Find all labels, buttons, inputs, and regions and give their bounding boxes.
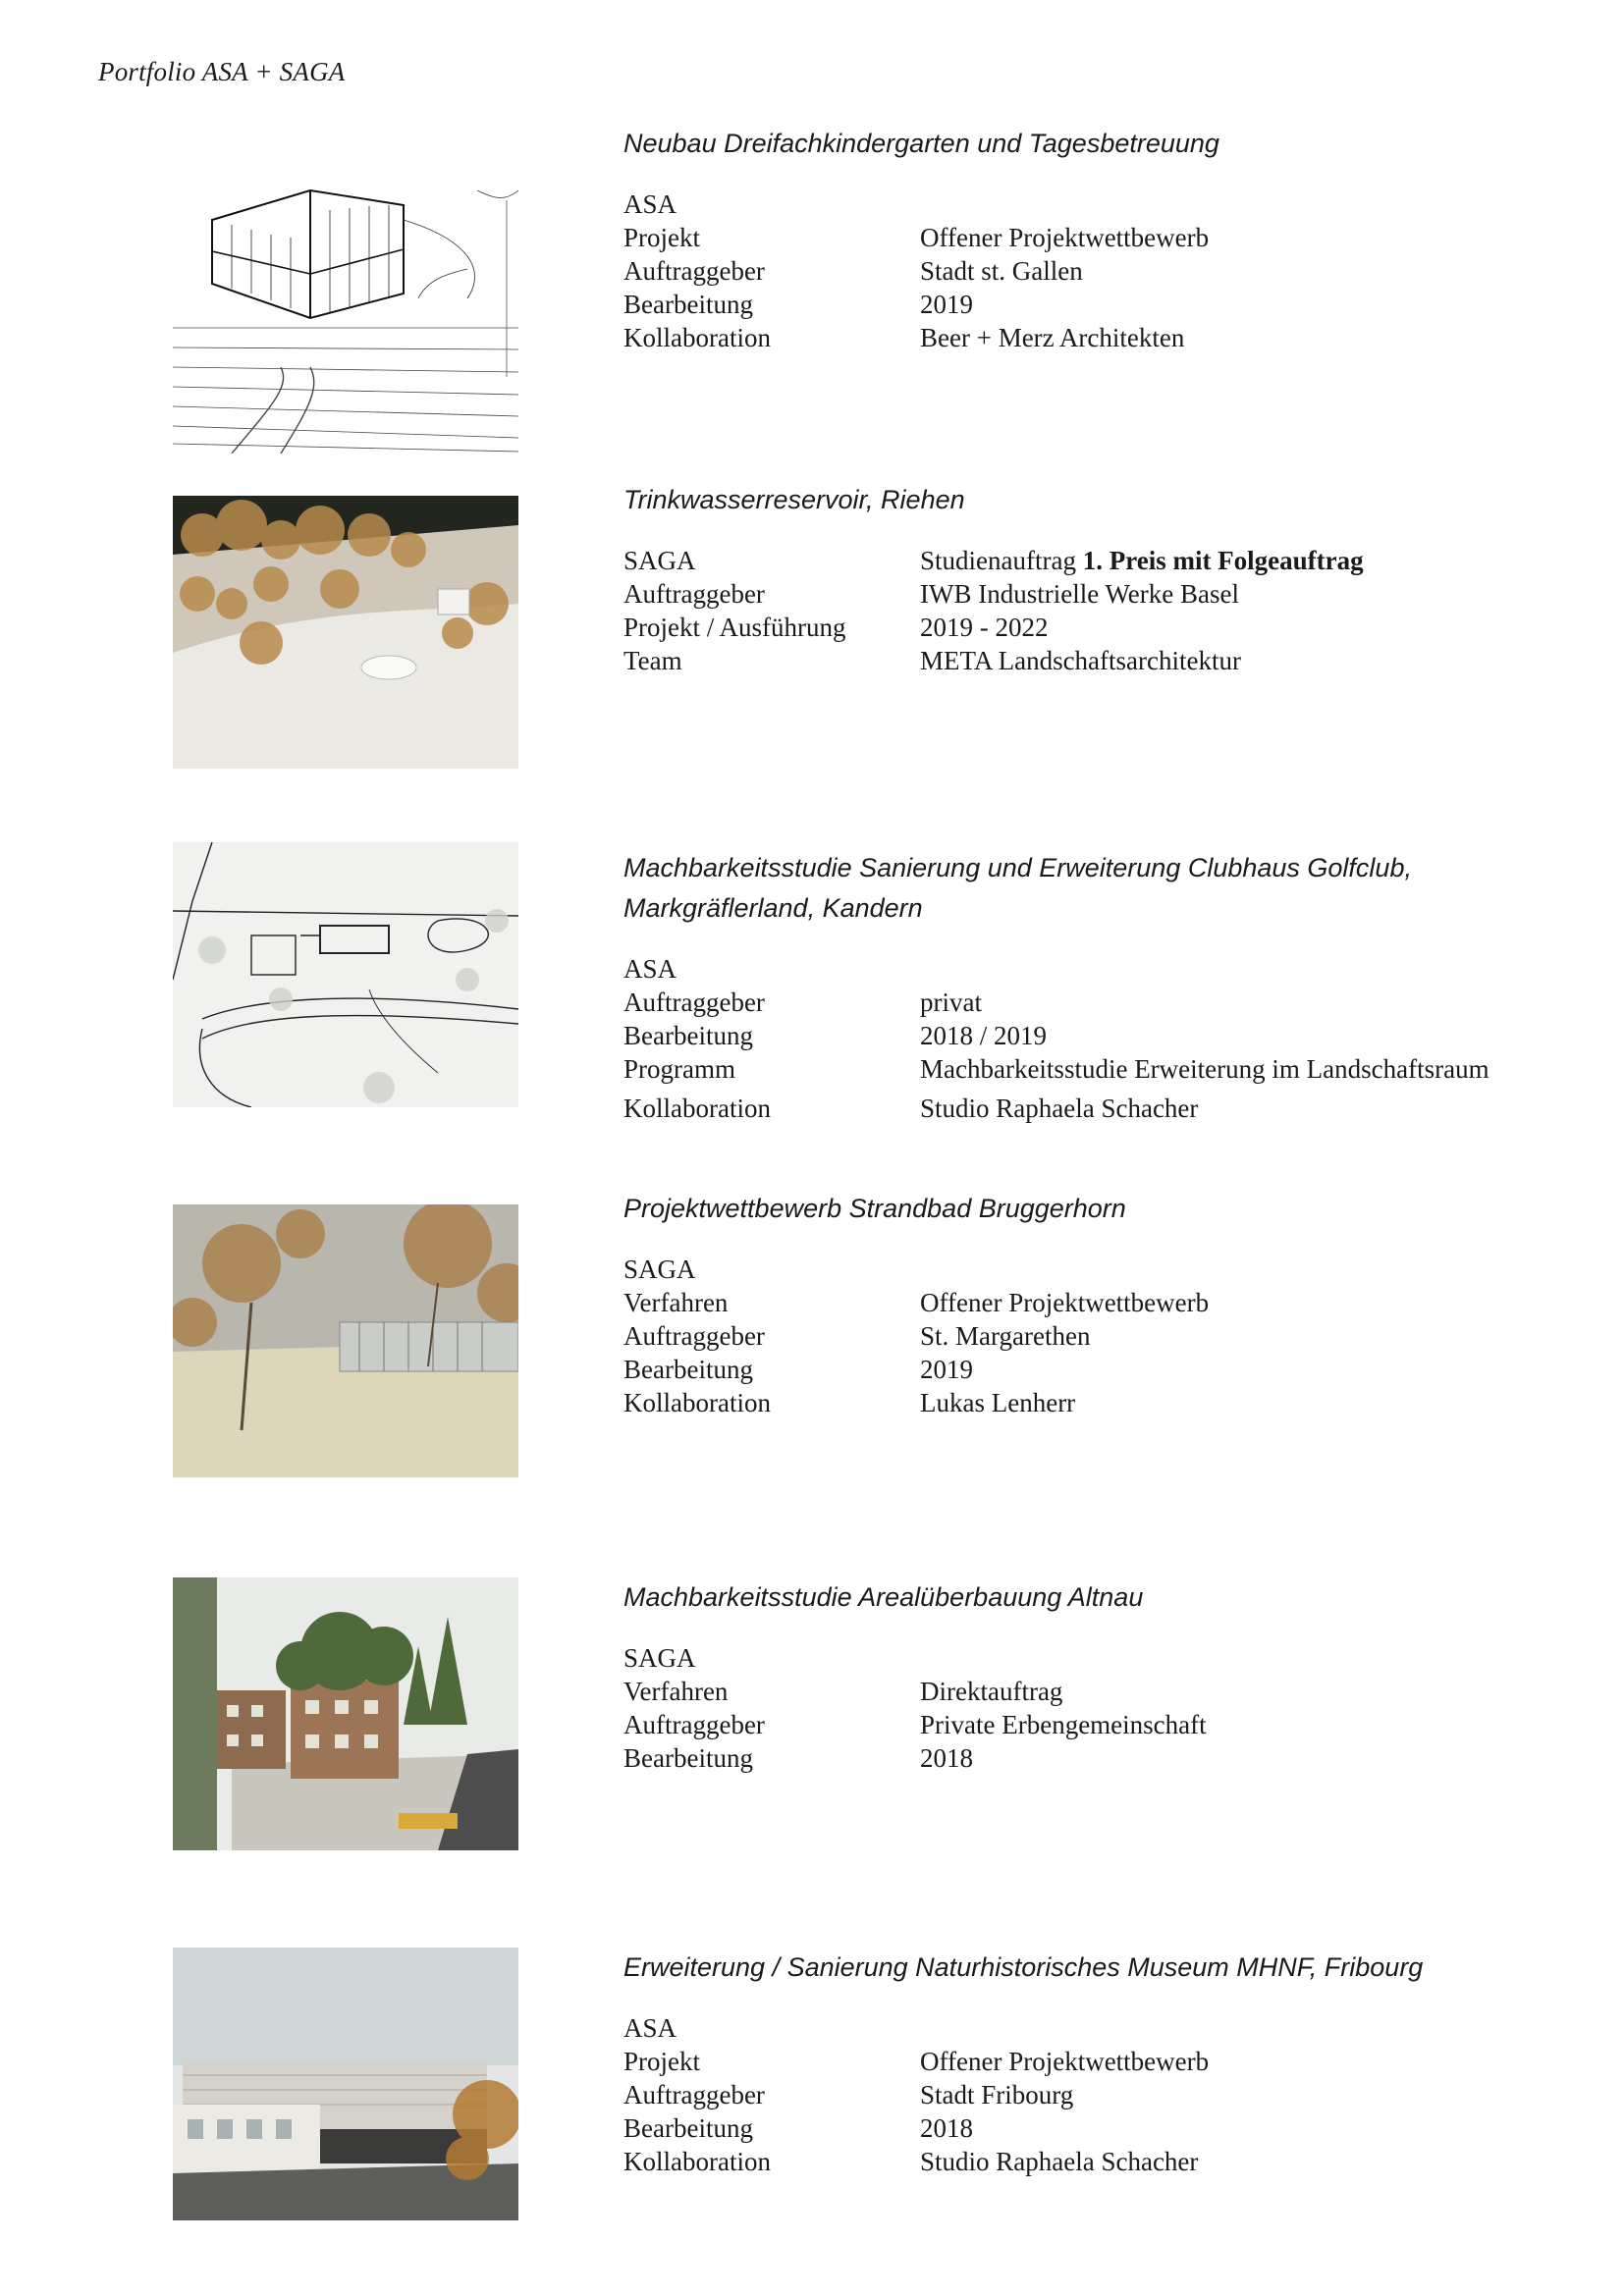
detail-value: Beer + Merz Architekten bbox=[920, 323, 1185, 352]
award-text: 1. Preis mit Folgeauftrag bbox=[1082, 546, 1364, 575]
detail-value: 2019 bbox=[920, 1355, 973, 1384]
detail-value: META Landschaftsarchitektur bbox=[920, 646, 1241, 675]
detail-value: Machbarkeitsstudie Erweiterung im Landschaftsraum bbox=[920, 1054, 1489, 1084]
detail-key: Kollaboration bbox=[623, 323, 771, 352]
detail-key: Projekt bbox=[623, 2047, 700, 2076]
detail-key: Kollaboration bbox=[623, 2147, 771, 2176]
detail-value: 2019 - 2022 bbox=[920, 613, 1049, 642]
detail-row bbox=[623, 1708, 1566, 1741]
detail-key: Auftraggeber bbox=[623, 256, 765, 286]
detail-key: Bearbeitung bbox=[623, 290, 753, 319]
detail-row bbox=[623, 1675, 1566, 1708]
detail-row bbox=[623, 221, 1566, 254]
detail-row bbox=[623, 288, 1566, 321]
detail-row bbox=[623, 1741, 1566, 1775]
detail-value: 2018 bbox=[920, 1743, 973, 1773]
detail-row bbox=[623, 2045, 1566, 2078]
detail-value: privat bbox=[920, 988, 982, 1017]
detail-row bbox=[623, 577, 1566, 611]
project-image bbox=[173, 1577, 518, 1850]
detail-value: Offener Projektwettbewerb bbox=[920, 2047, 1210, 2076]
project-title: Machbarkeitsstudie Arealüberbauung Altnau bbox=[623, 1582, 1144, 1612]
detail-row bbox=[623, 1019, 1566, 1052]
detail-value: Lukas Lenherr bbox=[920, 1388, 1076, 1417]
detail-row bbox=[623, 611, 1566, 644]
detail-value: Studio Raphaela Schacher bbox=[920, 1094, 1199, 1123]
detail-value: Stadt Fribourg bbox=[920, 2080, 1074, 2109]
detail-key: Programm bbox=[623, 1054, 735, 1084]
detail-value: Direktauftrag bbox=[920, 1677, 1063, 1706]
detail-row bbox=[623, 1386, 1566, 1419]
detail-value: St. Margarethen bbox=[920, 1321, 1091, 1351]
project-title: Projektwettbewerb Strandbad Bruggerhorn bbox=[623, 1194, 1126, 1223]
project-image bbox=[173, 1948, 518, 2220]
detail-key: Bearbeitung bbox=[623, 2113, 753, 2143]
detail-row bbox=[623, 1092, 1566, 1125]
detail-key: Verfahren bbox=[623, 1288, 729, 1317]
museum-visualisation bbox=[173, 1948, 518, 2220]
detail-row bbox=[623, 2111, 1566, 2145]
detail-value: 2018 / 2019 bbox=[920, 1021, 1048, 1050]
project-firm: ASA bbox=[623, 954, 677, 984]
project-firm: ASA bbox=[623, 189, 677, 219]
project-info bbox=[623, 480, 1566, 677]
detail-key: Auftraggeber bbox=[623, 579, 765, 609]
detail-row bbox=[623, 644, 1566, 677]
project-image bbox=[173, 1204, 518, 1477]
detail-row bbox=[623, 1353, 1566, 1386]
project-firm: ASA bbox=[623, 2013, 677, 2043]
detail-key: Kollaboration bbox=[623, 1094, 771, 1123]
detail-row bbox=[623, 1319, 1566, 1353]
page-header: Portfolio ASA + SAGA bbox=[98, 57, 346, 86]
detail-value: Studio Raphaela Schacher bbox=[920, 2147, 1199, 2176]
project-title: Erweiterung / Sanierung Naturhistorisches Museum MHNF, Fribourg bbox=[623, 1952, 1424, 1982]
project-firm: SAGA bbox=[623, 1255, 696, 1284]
detail-row bbox=[623, 544, 1566, 577]
project-title: Neubau Dreifachkindergarten und Tagesbetreuung bbox=[623, 129, 1219, 158]
project-image bbox=[173, 181, 518, 454]
detail-key: Auftraggeber bbox=[623, 2080, 765, 2109]
strandbad-visualisation bbox=[173, 1204, 518, 1477]
detail-value: Offener Projektwettbewerb bbox=[920, 223, 1210, 252]
detail-value-text: Studienauftrag bbox=[920, 546, 1083, 575]
project-title: Trinkwasserreservoir, Riehen bbox=[623, 485, 965, 514]
detail-value: Stadt st. Gallen bbox=[920, 256, 1083, 286]
detail-key: Auftraggeber bbox=[623, 988, 765, 1017]
detail-row bbox=[623, 986, 1566, 1019]
detail-value: Offener Projektwettbewerb bbox=[920, 1288, 1210, 1317]
detail-row bbox=[623, 2078, 1566, 2111]
detail-value: Private Erbengemeinschaft bbox=[920, 1710, 1207, 1739]
detail-key: Team bbox=[623, 646, 682, 675]
project-info bbox=[623, 848, 1566, 1125]
project-info bbox=[623, 1189, 1566, 1419]
detail-key: Projekt / Ausführung bbox=[623, 613, 846, 642]
detail-key: Auftraggeber bbox=[623, 1710, 765, 1739]
detail-value: 2018 bbox=[920, 2113, 973, 2143]
golfclub-site-plan bbox=[173, 842, 518, 1107]
project-image bbox=[173, 496, 518, 769]
detail-value bbox=[920, 544, 1364, 577]
detail-key: Bearbeitung bbox=[623, 1355, 753, 1384]
altnau-visualisation bbox=[173, 1577, 518, 1850]
project-firm: SAGA bbox=[623, 1643, 696, 1673]
detail-row bbox=[623, 1052, 1566, 1086]
detail-key: Bearbeitung bbox=[623, 1021, 753, 1050]
detail-row bbox=[623, 254, 1566, 288]
detail-key: Auftraggeber bbox=[623, 1321, 765, 1351]
detail-key: Bearbeitung bbox=[623, 1743, 753, 1773]
detail-value: IWB Industrielle Werke Basel bbox=[920, 579, 1239, 609]
project-info bbox=[623, 124, 1566, 354]
detail-key: Projekt bbox=[623, 223, 700, 252]
kindergarten-line-drawing bbox=[173, 181, 518, 454]
detail-value: 2019 bbox=[920, 290, 973, 319]
detail-key: Kollaboration bbox=[623, 1388, 771, 1417]
project-image bbox=[173, 842, 518, 1107]
detail-row bbox=[623, 1286, 1566, 1319]
detail-key: Verfahren bbox=[623, 1677, 729, 1706]
detail-row bbox=[623, 2145, 1566, 2178]
detail-key: SAGA bbox=[623, 546, 696, 575]
detail-row bbox=[623, 321, 1566, 354]
project-title: Machbarkeitsstudie Sanierung und Erweiterung Clubhaus Golfclub, Markgräflerland, Kandern bbox=[623, 853, 1412, 923]
reservoir-landscape-model bbox=[173, 496, 518, 769]
project-info bbox=[623, 1948, 1566, 2178]
project-info bbox=[623, 1577, 1566, 1775]
